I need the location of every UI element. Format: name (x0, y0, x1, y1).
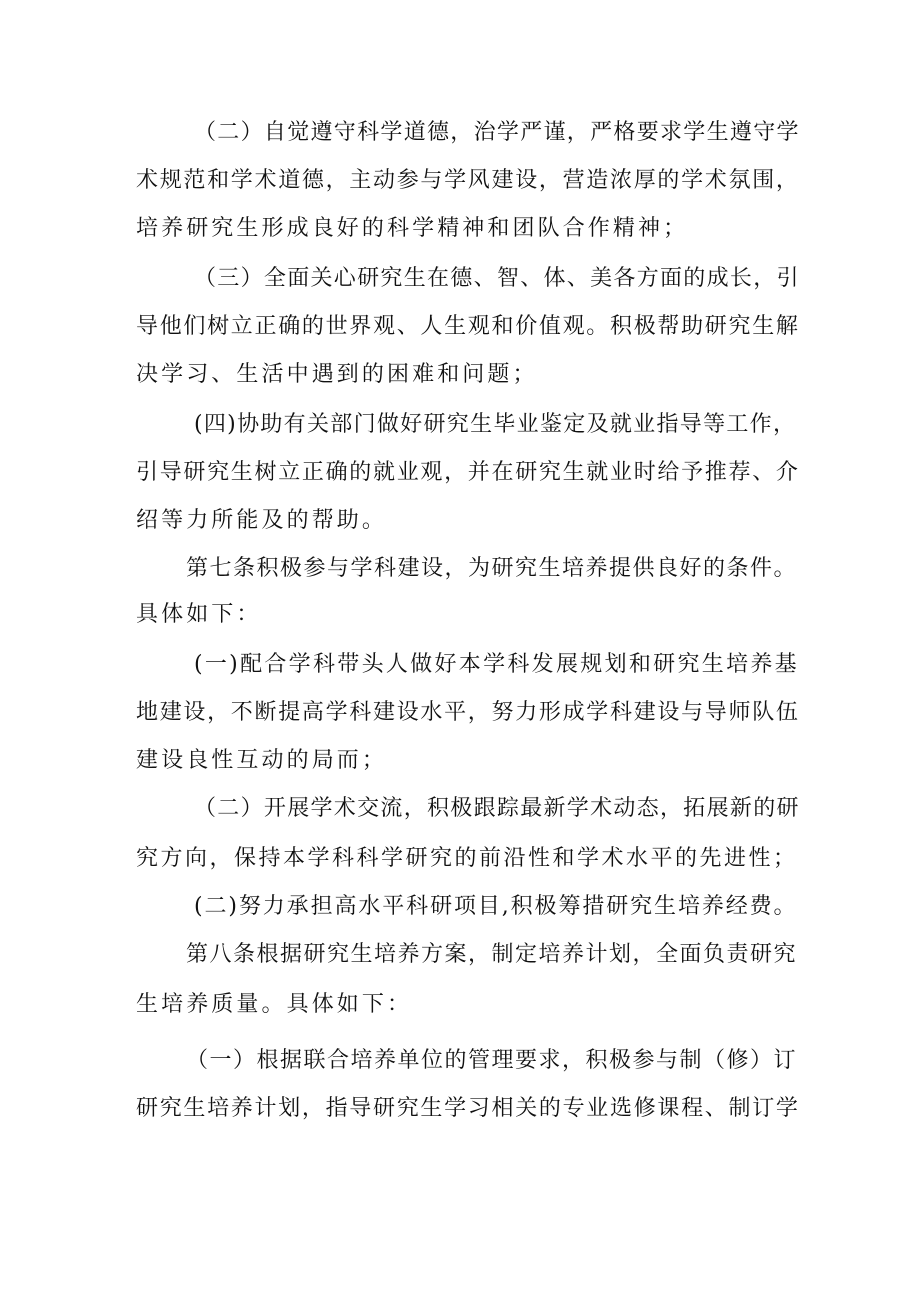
text-line: 导他们树立正确的世界观、人生观和价值观。积极帮助研究生解 (136, 314, 800, 339)
text-line: (二)努力承担高水平科研项目,积极筹措研究生培养经费。 (194, 894, 798, 919)
text-line: 引导研究生树立正确的就业观，并在研究生就业时给予推荐、介 (136, 460, 800, 485)
text-line: (四)协助有关部门做好研究生毕业鉴定及就业指导等工作， (194, 412, 797, 437)
text-line: 具体如下： (136, 602, 262, 627)
text-line: 建设良性互动的局而； (136, 748, 388, 773)
text-line: 术规范和学术道德，主动参与学风建设，营造浓厚的学术氛围， (136, 168, 800, 193)
text-line: （二）开展学术交流，积极跟踪最新学术动态，拓展新的研 (194, 796, 800, 821)
text-line: 绍等力所能及的帮助。 (136, 508, 388, 533)
text-line: 生培养质量。具体如下： (136, 992, 413, 1017)
text-line: 培养研究生形成良好的科学精神和团队合作精神； (136, 216, 689, 241)
text-line: 地建设，不断提高学科建设水平，努力形成学科建设与导师队伍 (136, 700, 800, 725)
text-line: 研究生培养计划，指导研究生学习相关的专业选修课程、制订学 (136, 1096, 800, 1121)
text-line: 究方向，保持本学科科学研究的前沿性和学术水平的先进性； (136, 846, 798, 871)
text-line: (一)配合学科带头人做好本学科发展规划和研究生培养基 (194, 652, 799, 677)
text-line: 决学习、生活中遇到的困难和问题； (136, 362, 538, 387)
text-line: （二）自觉遵守科学道德，治学严谨，严格要求学生遵守学 (194, 120, 800, 145)
text-line: （三）全面关心研究生在德、智、体、美各方面的成长，引 (194, 266, 800, 291)
text-line: 第七条积极参与学科建设，为研究生培养提供良好的条件。 (186, 556, 798, 581)
text-line: 第八条根据研究生培养方案，制定培养计划，全面负责研究 (186, 942, 798, 967)
text-line: （一）根据联合培养单位的管理要求，积极参与制（修）订 (186, 1048, 798, 1073)
